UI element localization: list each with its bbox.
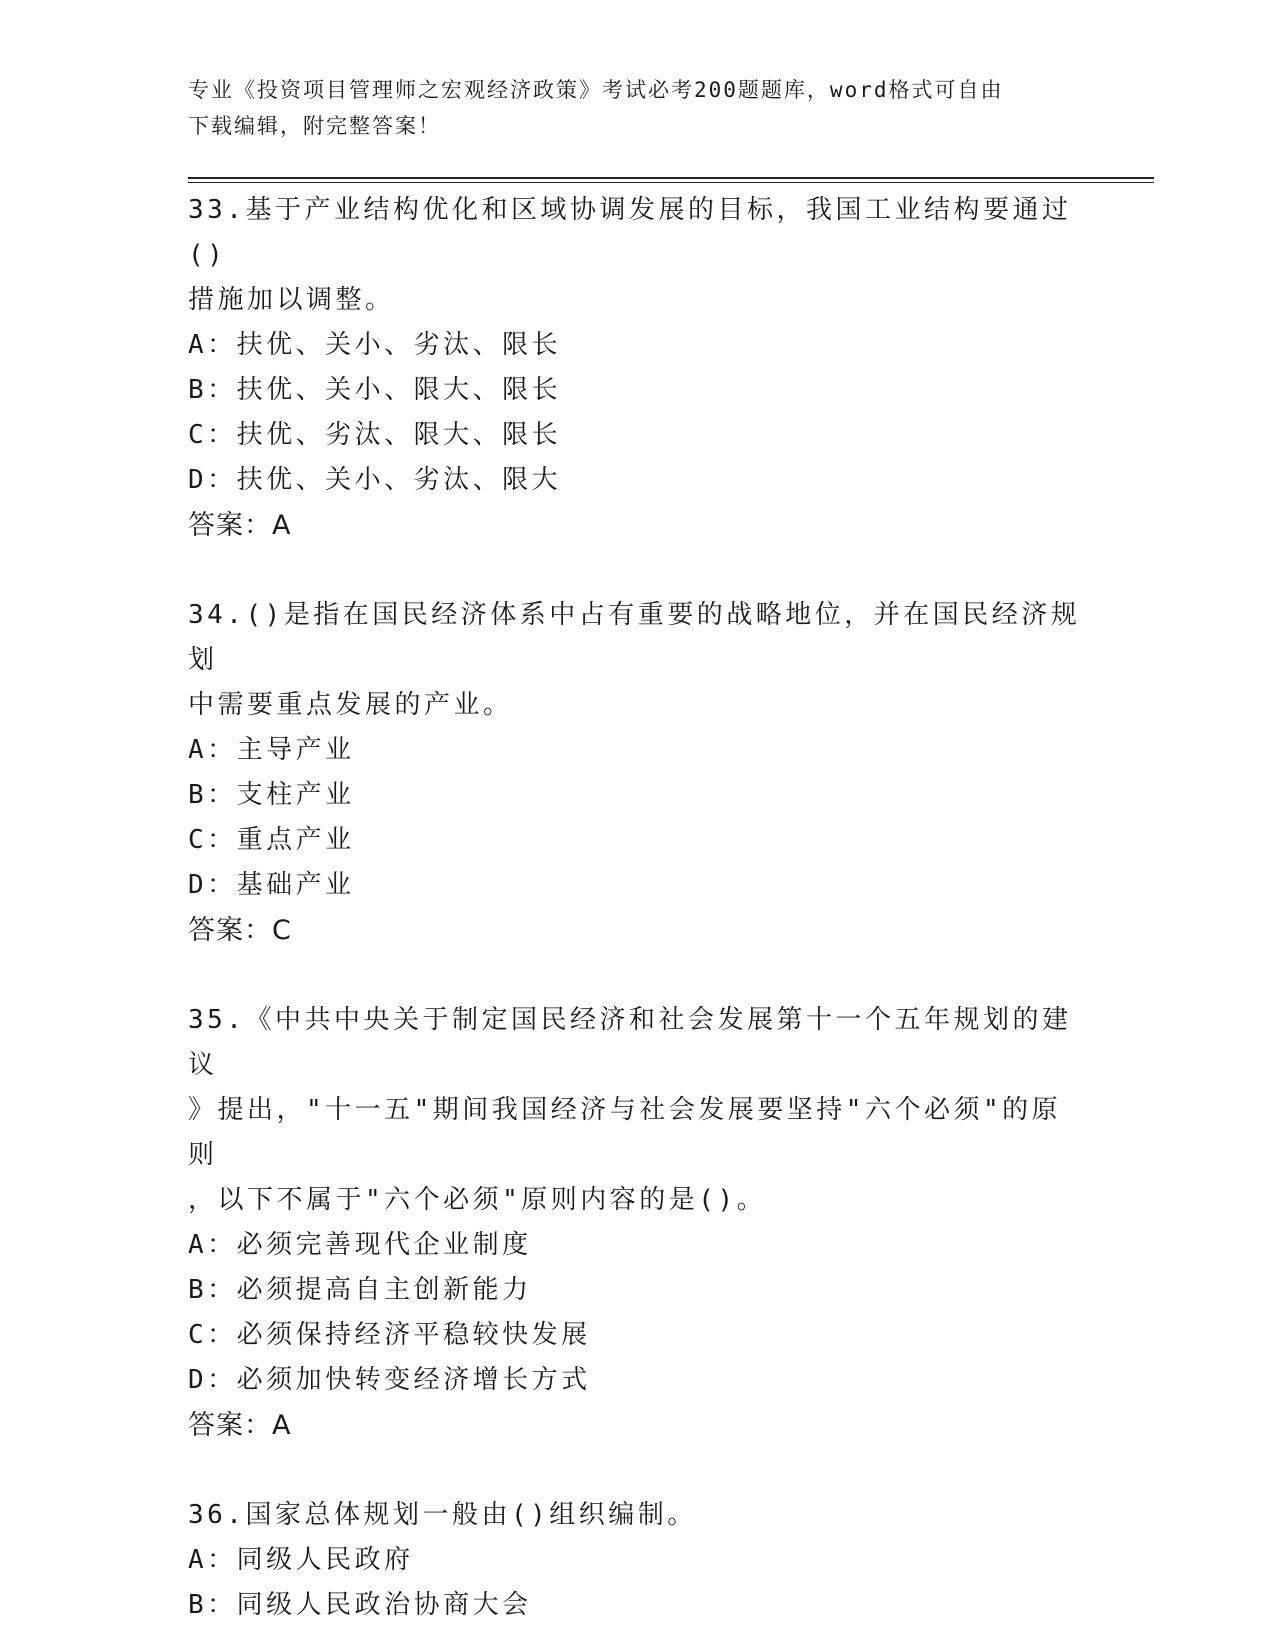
answer-key: 答案：A [188, 510, 292, 541]
answer-key: 答案：A [188, 1410, 292, 1441]
question-text: 》提出，"十一五"期间我国经济与社会发展要坚持"六个必须"的原则 [188, 1095, 1062, 1170]
question-block [188, 188, 1088, 548]
question-text: 35.《中共中央关于制定国民经济和社会发展第十一个五年规划的建议 [188, 1005, 1072, 1080]
question-spacer [188, 1448, 1088, 1493]
question-text: 36.国家总体规划一般由()组织编制。 [188, 1500, 697, 1530]
question-text: 33.基于产业结构优化和区域协调发展的目标，我国工业结构要通过() [188, 195, 1072, 270]
question-text: ，以下不属于"六个必须"原则内容的是()。 [188, 1185, 767, 1215]
answer-option: C：扶优、劣汰、限大、限长 [188, 420, 562, 450]
header-line-1: 专业《投资项目管理师之宏观经济政策》考试必考200题题库，word格式可自由 [188, 78, 1004, 102]
question-block [188, 1493, 1088, 1628]
header-divider-thin [188, 182, 1154, 183]
question-spacer [188, 548, 1088, 593]
answer-option: D：必须加快转变经济增长方式 [188, 1365, 591, 1395]
answer-option: B：支柱产业 [188, 780, 355, 810]
question-spacer [188, 953, 1088, 998]
answer-key: 答案：C [188, 915, 292, 946]
question-text: 措施加以调整。 [188, 285, 395, 315]
answer-option: A：扶优、关小、劣汰、限长 [188, 330, 562, 360]
answer-option: A：必须完善现代企业制度 [188, 1230, 532, 1260]
answer-option: B：必须提高自主创新能力 [188, 1275, 532, 1305]
question-text: 34.()是指在国民经济体系中占有重要的战略地位，并在国民经济规划 [188, 600, 1081, 675]
answer-option: C：重点产业 [188, 825, 355, 855]
question-text: 中需要重点发展的产业。 [188, 690, 513, 720]
document-header [188, 72, 1068, 144]
answer-option: D：扶优、关小、劣汰、限大 [188, 465, 562, 495]
answer-option: C：必须保持经济平稳较快发展 [188, 1320, 591, 1350]
answer-option: B：扶优、关小、限大、限长 [188, 375, 562, 405]
answer-option: A：主导产业 [188, 735, 355, 765]
answer-option: D：基础产业 [188, 870, 355, 900]
question-list [188, 188, 1088, 1628]
question-block [188, 998, 1088, 1448]
header-divider-thick [188, 177, 1154, 179]
answer-option: A：同级人民政府 [188, 1545, 414, 1575]
answer-option: B：同级人民政治协商大会 [188, 1590, 532, 1620]
header-line-2: 下载编辑，附完整答案！ [188, 114, 441, 138]
question-block [188, 593, 1088, 953]
